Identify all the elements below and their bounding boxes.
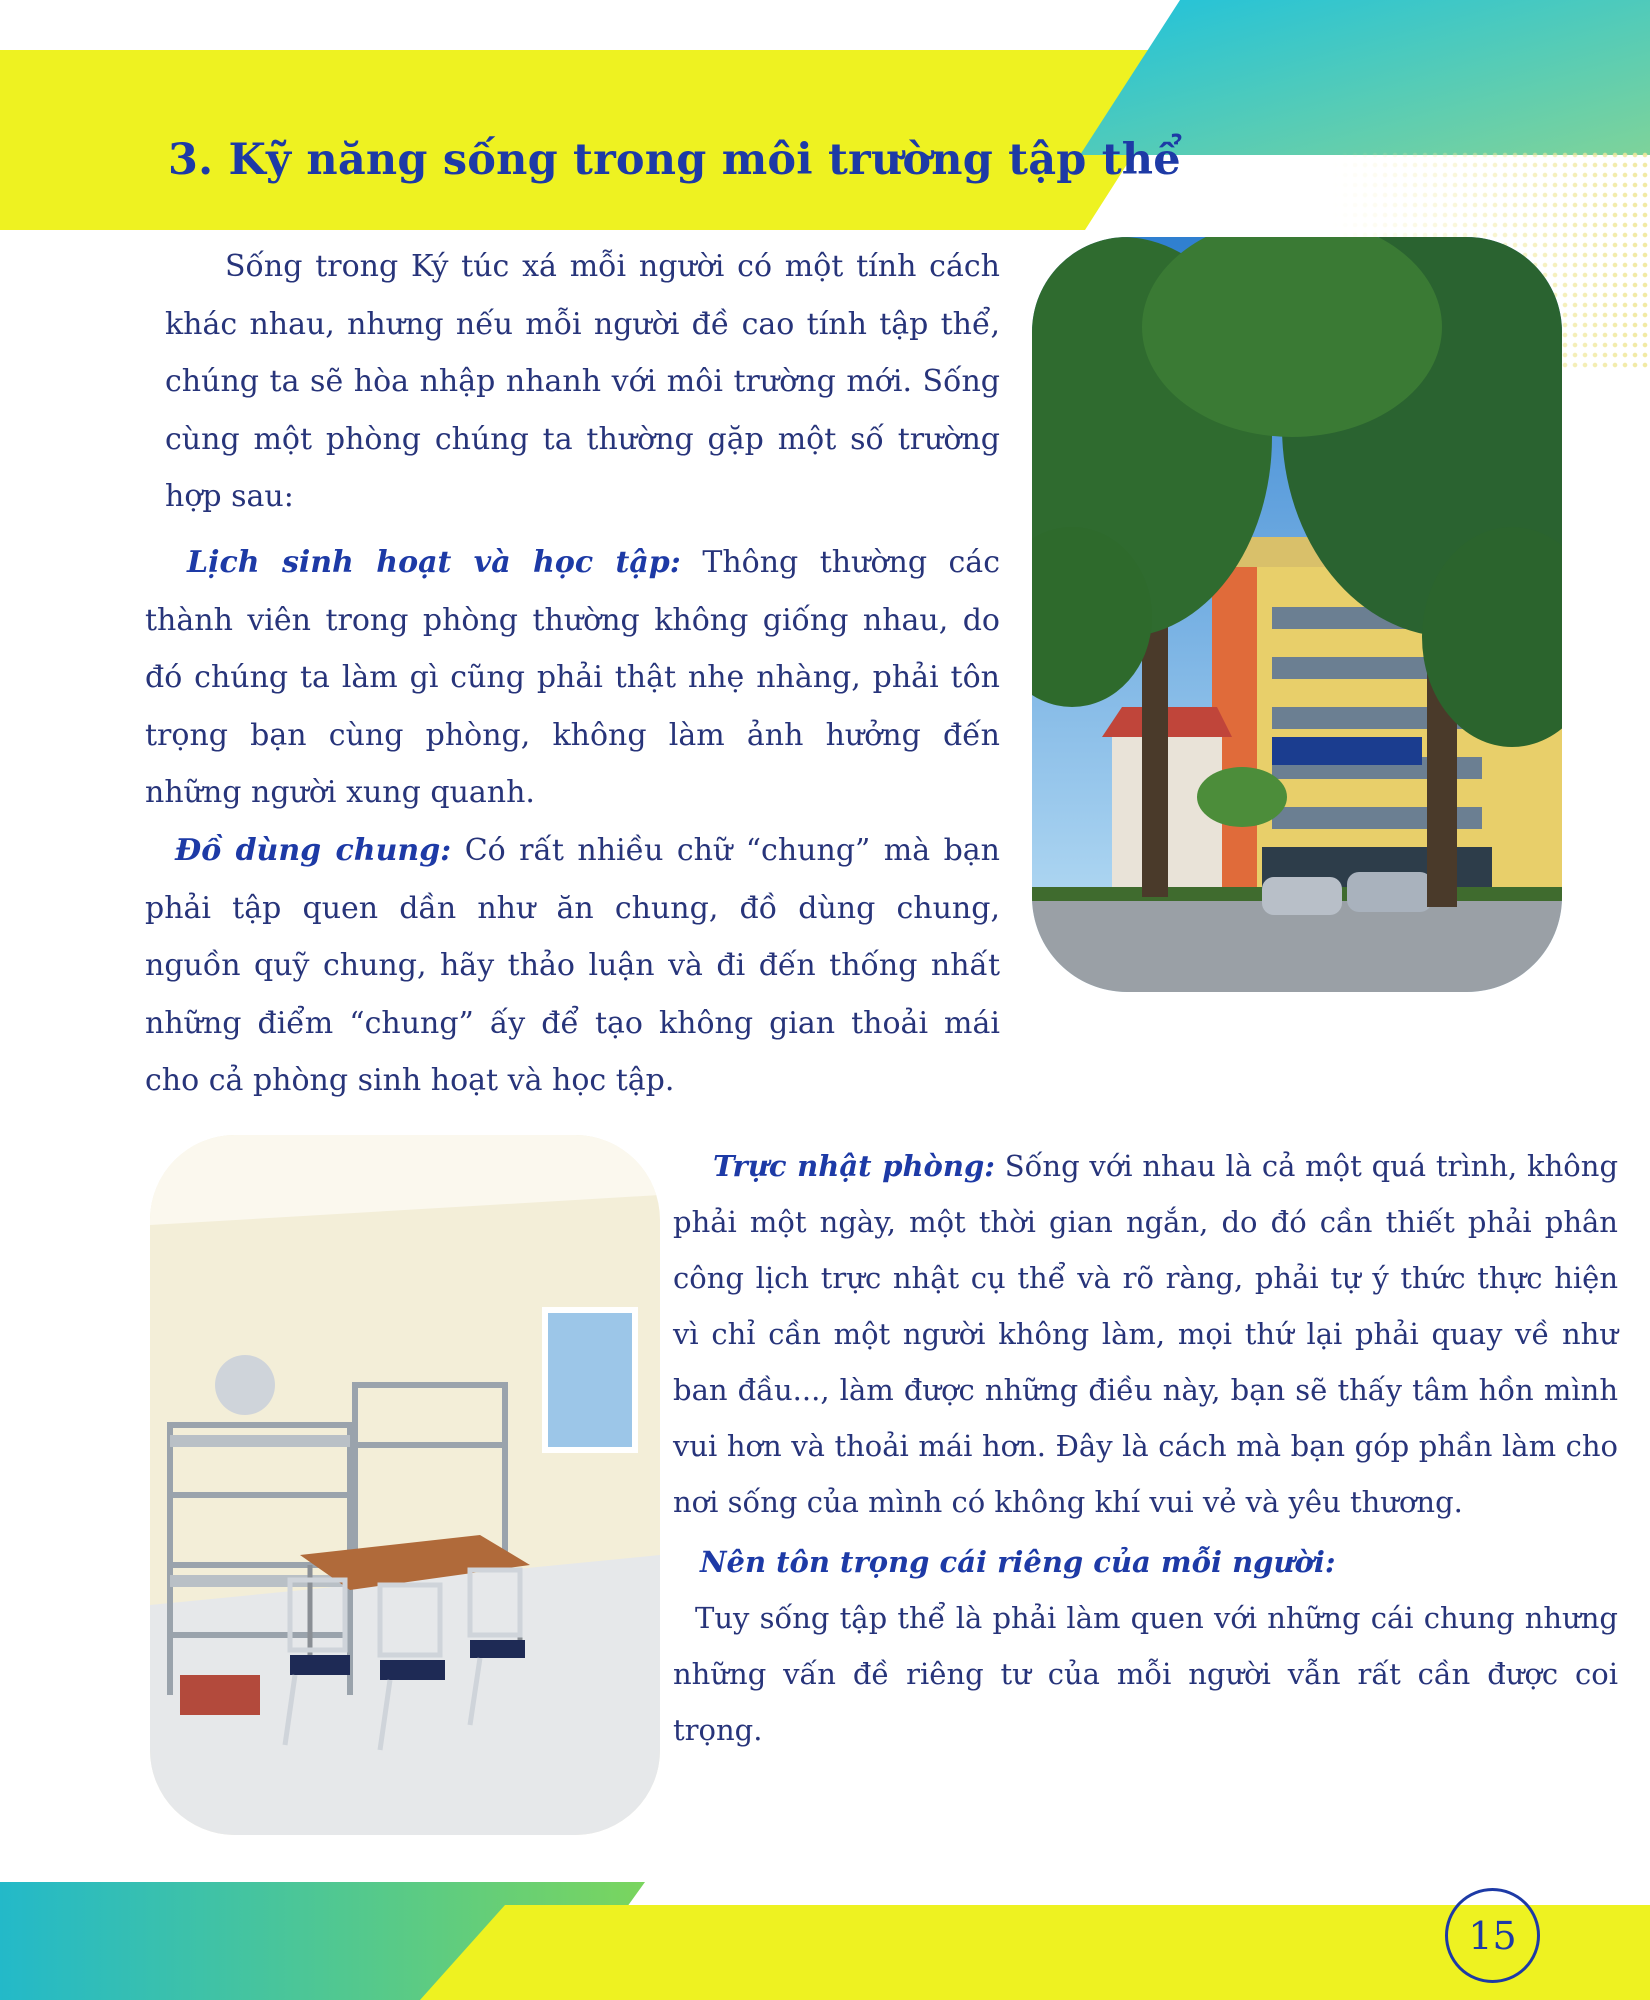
page-title: 3. Kỹ năng sống trong môi trường tập thể <box>168 135 1181 185</box>
respect-privacy-text: Tuy sống tập thể là phải làm quen với những cái chung nhưng những vấn đề riêng tư của mỗi người vẫn rất cần được coi trọng. <box>673 1601 1618 1747</box>
shared-items-text: Có rất nhiều chữ “chung” mà bạn phải tập quen dần như ăn chung, đồ dùng chung, nguồn quỹ chung, hãy thảo luận và đi đến thống nhất những điểm “chung” ấy để tạo không gian thoải mái cho cả phòng sinh hoạt và học tập. <box>145 833 1000 1098</box>
schedule-paragraph <box>145 534 1000 822</box>
dormitory-room-photo <box>150 1135 660 1835</box>
schedule-text: Thông thường các thành viên trong phòng thường không giống nhau, do đó chúng ta làm gì cũng phải thật nhẹ nhàng, phải tôn trọng bạn cùng phòng, không làm ảnh hưởng đến những người xung quanh. <box>145 545 1000 810</box>
intro-paragraph: Sống trong Ký túc xá mỗi người có một tính cách khác nhau, nhưng nếu mỗi người đề cao tính tập thể, chúng ta sẽ hòa nhập nhanh với môi trường mới. Sống cùng một phòng chúng ta thường gặp một số trường hợp sau: <box>165 249 1000 514</box>
respect-privacy-heading: Nên tôn trọng cái riêng của mỗi người: <box>700 1545 1336 1579</box>
room-duty-text: Sống với nhau là cả một quá trình, không phải một ngày, một thời gian ngắn, do đó cần thiết phải phân công lịch trực nhật cụ thể và rõ ràng, phải tự ý thức thực hiện vì chỉ cần một người không làm, mọi thứ lại phải quay về như ban đầu..., làm được những điều này, bạn sẽ thấy tâm hồn mình vui hơn và thoải mái hơn. Đây là cách mà bạn góp phần làm cho nơi sống của mình có không khí vui vẻ và yêu thương. <box>673 1149 1619 1519</box>
room-duty-paragraph <box>673 1138 1618 1530</box>
shared-items-heading: Đồ dùng chung: <box>175 833 452 868</box>
bottom-banner-decoration <box>0 1870 1650 2000</box>
dormitory-building-photo <box>1032 237 1562 992</box>
schedule-heading: Lịch sinh hoạt và học tập: <box>187 545 681 580</box>
page-number: 15 <box>1445 1888 1540 1983</box>
shared-items-paragraph <box>145 822 1000 1110</box>
room-duty-heading: Trực nhật phòng: <box>713 1149 995 1183</box>
